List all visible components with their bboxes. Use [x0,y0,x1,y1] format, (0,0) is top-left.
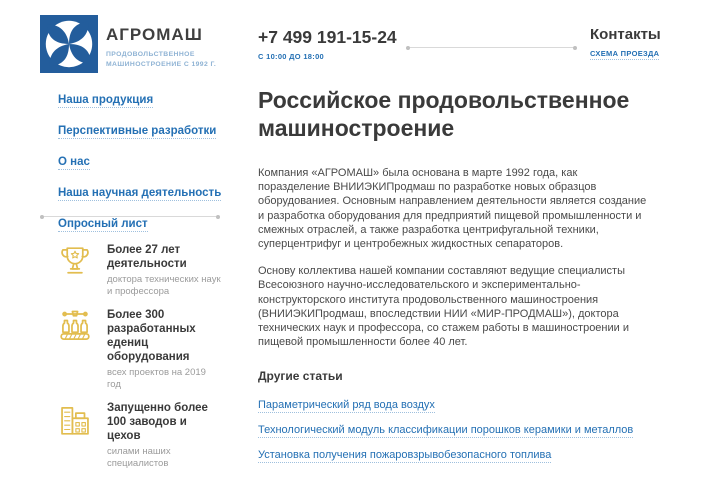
article-link-item[interactable]: Параметрический ряд вода воздух [258,399,435,412]
factory-icon [56,401,96,470]
stat-factories [56,401,231,470]
trophy-icon [56,243,96,298]
team-paragraph: Основу коллектива нашей компании составляют ведущие специалисты Всесоюзного научно-исследовательского и экспериментально- конструкторского института продовольственного машиностроения (ВНИИЭКИПродмаш, впоследствии НИИ «МИР-ПРОДМАШ»), доктора технических наук и профессора, со стажем работы в машиностроении и пищевой промышленности более 40 лет. [258,265,629,349]
stat-subtitle: силами наших специалистов [107,446,171,469]
sidebar-nav [58,90,221,245]
stat-title: Запущенно более 100 заводов и цехов [107,402,208,442]
other-articles-heading: Другие статьи [258,369,343,384]
page-title: Российское продовольственное машиностроение [258,87,630,141]
stat-title: Более 300 разработанных едениц оборудования [107,309,196,363]
logo-subtitle: ПРОДОВОЛЬСТВЕННОЕ МАШИНОСТРОЕНИЕ С 1992 Г. [106,51,217,68]
stat-text [107,308,222,391]
stat-equipment [56,308,231,391]
stat-subtitle: всех проектов на 2019 год [107,367,206,390]
header-divider [408,47,575,48]
article-link-item[interactable]: Технологический модуль классификации порошков керамики и металлов [258,424,634,437]
bottles-conveyor-icon [56,308,96,391]
main-content [258,86,650,470]
pinwheel-logo-icon [40,15,98,73]
phone-block [258,27,397,61]
logo-title: АГРОМАШ [106,25,203,44]
logo-text [106,15,216,69]
contacts-title[interactable]: Контакты [590,26,661,43]
nav-item-prospective-developments[interactable]: Перспективные разработки [58,125,217,137]
contacts-block [590,26,661,61]
nav-item-products[interactable]: Наша продукция [58,94,154,106]
stat-years [56,243,231,298]
working-hours: С 10:00 ДО 18:00 [258,52,325,61]
other-articles-list [258,395,650,463]
phone-number[interactable]: +7 499 191-15-24 [258,27,397,47]
nav-item-scientific-activity[interactable]: Наша научная деятельность [58,187,222,199]
stats-list [56,243,231,480]
nav-item-about[interactable]: О нас [58,156,90,168]
map-directions-link[interactable]: СХЕМА ПРОЕЗДА [590,49,660,58]
stat-subtitle: доктора технических наук и профессора [107,274,221,297]
article-link-item[interactable]: Установка получения пожаровзрывобезопасного топлива [258,449,552,462]
logo[interactable] [40,15,216,73]
stat-text [107,401,222,470]
nav-item-questionnaire[interactable]: Опросный лист [58,218,148,230]
stat-text [107,243,222,298]
sidebar-divider [42,216,218,217]
stat-title: Более 27 лет деятельности [107,244,187,270]
intro-paragraph: Компания «АГРОМАШ» была основана в марте 1992 года, как поразделение ВНИИЭКИПродмаш по разработке новых образцов оборудованиея. Основным направлением деятельности является создание и разработка оборудования для предприятий пищевой промышленности и смежных отраслей, а также разработка центрифугальной техники, суперцентрифуг и центробежных жидкостных сепараторов. [258,167,647,251]
